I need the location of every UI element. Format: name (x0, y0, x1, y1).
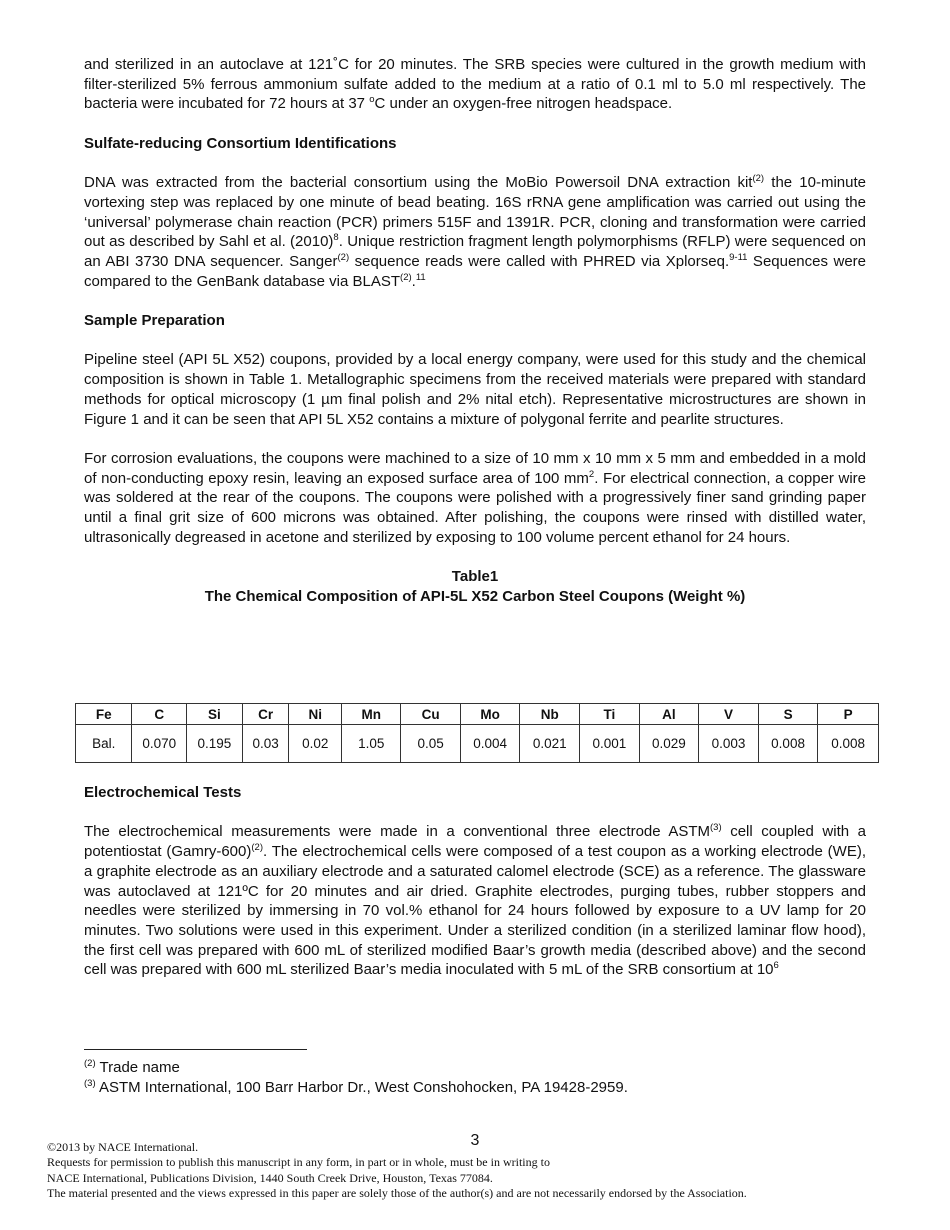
table-cell: 0.02 (289, 725, 342, 763)
table-cell: 1.05 (341, 725, 400, 763)
footer-line-1: ©2013 by NACE International. (47, 1140, 199, 1154)
sample-paragraph-2: For corrosion evaluations, the coupons were machined to a size of 10 mm x 10 mm x 5 mm and embedded in a mold of non-conducting epoxy resin, leaving an exposed surface area of 100 $mm^2$. For electrical connection, a copper wire was soldered at the rear of the coupons. The coupons were polished with a progressively finer sand grinding paper until a final grit size of 600 microns was obtained. After polishing, the coupons were rinsed with distilled water, ultrasonically degreased in acetone and sterilized by exposing to 100 volume percent ethanol for 24 hours. (84, 449, 866, 546)
table-header-cell: Al (639, 704, 699, 725)
table-cell: 0.029 (639, 725, 699, 763)
heading-electrochemical-tests: Electrochemical Tests (84, 784, 242, 801)
table-cell: 0.05 (401, 725, 460, 763)
table-cell: 0.004 (460, 725, 520, 763)
table-header-cell: Ti (580, 704, 640, 725)
table-header-cell: Ni (289, 704, 342, 725)
table-header-row (76, 704, 879, 725)
table-header-cell: S (758, 704, 818, 725)
table-cell: 0.008 (818, 725, 879, 763)
table-header-cell: V (699, 704, 759, 725)
heading-consortium: Sulfate-reducing Consortium Identifications (84, 134, 397, 152)
table-header-cell: P (818, 704, 879, 725)
intro-paragraph: and sterilized in an autoclave at 121˚C for 20 minutes. The SRB species were cultured in the growth medium with filter-sterilized 5% ferrous ammonium sulfate added to the medium at a ratio of 0.1 ml to 5.0 ml respectively. The bacteria were incubated for 72 hours at 37 $^o$C under an oxygen-free nitrogen headspace. (84, 56, 866, 113)
table-cell: 0.003 (699, 725, 759, 763)
table-cell: 0.03 (242, 725, 289, 763)
table-header-cell: Mo (460, 704, 520, 725)
consortium-paragraph: DNA was extracted from the bacterial consortium using the MoBio Powersoil DNA extraction kit$^{(2)}$ the 10-minute vortexing step was replaced by one minute of bead beating. 16S rRNA gene amplification was carried out using the ‘universal’ polymerase chain reaction (PCR) primers 515F and 1391R. PCR, cloning and transformation were carried out as described by Sahl et al. $(2010)^8$. Unique restriction fragment length polymorphisms (RFLP) were sequenced on an ABI 3730 DNA sequencer. Sanger$^{(2)}$ sequence reads were called with PHRED via Xplorseq.$^{9-11}$ Sequences were compared to the GenBank database via BLAST$^{(2)}$.$^{11}$ (84, 173, 867, 290)
table-header-cell: C (132, 704, 187, 725)
table-label: Table1 (451, 568, 499, 586)
table-title: The Chemical Composition of API-5L X52 Carbon Steel Coupons (Weight %) (204, 587, 746, 605)
page-body-continued (84, 783, 866, 980)
footer-line-3: NACE International, Publications Division, 1440 South Creek Drive, Houston, Texas 77084. (47, 1170, 493, 1185)
table-header-cell: Nb (520, 704, 580, 725)
footnote-2: $^{(2)}$ Trade name (84, 1057, 180, 1076)
table-cell: 0.001 (580, 725, 640, 763)
table-cell: Bal. (76, 725, 132, 763)
page-body (84, 55, 866, 607)
table-cell: 0.021 (520, 725, 580, 763)
table-cell: 0.195 (187, 725, 243, 763)
table-cell: 0.008 (758, 725, 818, 763)
table-header-cell: Fe (76, 704, 132, 725)
heading-sample-preparation: Sample Preparation (84, 312, 225, 330)
footer-line-2: Requests for permission to publish this manuscript in any form, in part or in whole, must be in writing to (47, 1155, 550, 1170)
sample-paragraph-1: Pipeline steel (API 5L X52) coupons, provided by a local energy company, were used for this study and the chemical composition is shown in Table 1. Metallographic specimens from the received materials were prepared with standard methods for optical microscopy (1 µm final polish and 2% nital etch). Representative microstructures are shown in Figure 1 and it can be seen that API 5L X52 contains a mixture of polygonal ferrite and pearlite structures. (84, 351, 866, 428)
copyright-footer (47, 1140, 747, 1201)
table-cell: 0.070 (132, 725, 187, 763)
electrochemical-paragraph: The electrochemical measurements were made in a conventional three electrode ASTM$^{(3)}$ cell coupled with a potentiostat (Gamry-600)$^{(2)}$. The electrochemical cells were composed of a test coupon as a working electrode (WE), a graphite electrode as an auxiliary electrode and a saturated calomel electrode (SCE) as a reference. The glassware was autoclaved at 121ºC for 20 minutes and air dried. Graphite electrodes, purging tubes, rubber stoppers and needles were sterilized by immersing in 70 vol.% ethanol for 24 hours followed by exposure to a UV lamp for 20 minutes. Two solutions were used in this experiment. Under a sterilized condition (in a sterilized laminar flow hood), the first cell was prepared with 600 mL of sterilized modified Baar’s growth media (described above) and the second cell was prepared with 600 mL sterilized Baar’s media inoculated with 5 mL of the SRB consortium at $10^6$ (84, 822, 866, 979)
footnote-divider (84, 1049, 307, 1050)
page-number: 3 (470, 1132, 480, 1149)
table-row (76, 725, 879, 763)
composition-table (75, 703, 879, 763)
table-header-cell: Mn (341, 704, 400, 725)
table-header-cell: Cr (242, 704, 289, 725)
footnote-3: $^{(3)}$ ASTM International, 100 Barr Harbor Dr., West Conshohocken, PA 19428-2959. (84, 1077, 628, 1096)
footer-line-4: The material presented and the views expressed in this paper are solely those of the author(s) and are not necessarily endorsed by the Association. (47, 1185, 747, 1200)
table-header-cell: Cu (401, 704, 460, 725)
table-header-cell: Si (187, 704, 243, 725)
